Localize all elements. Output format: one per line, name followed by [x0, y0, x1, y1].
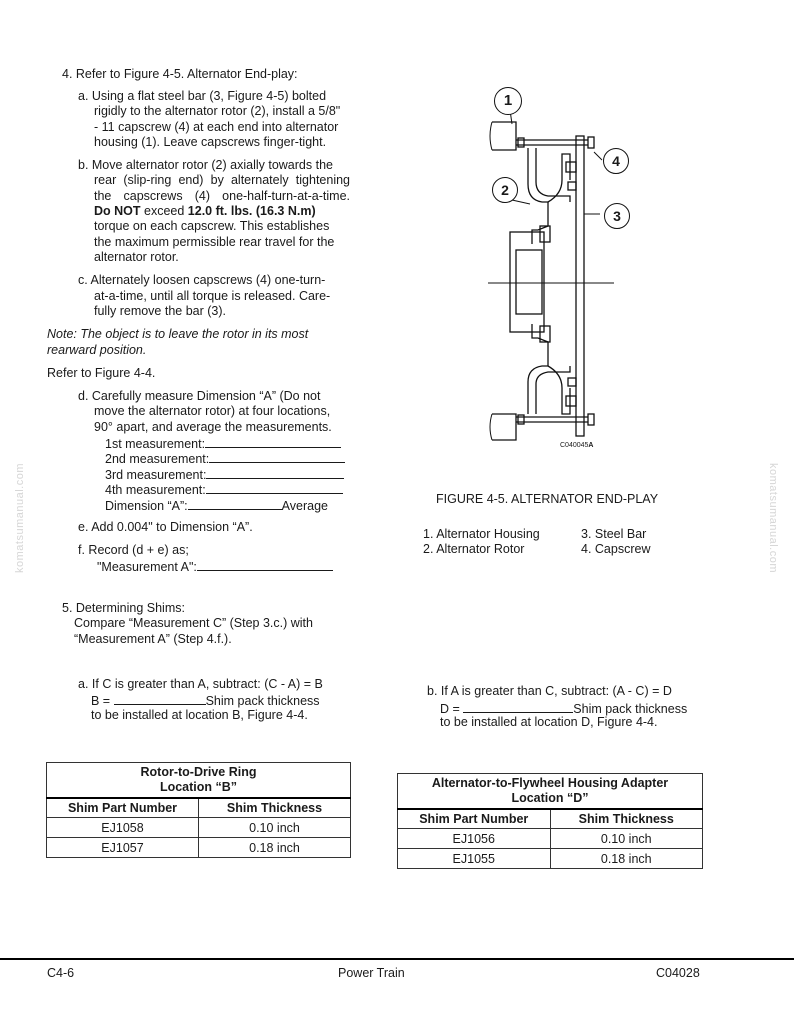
dimension-a-average — [105, 497, 328, 514]
housing-lower-plate — [492, 414, 516, 440]
b-equals-label: B = — [91, 694, 114, 708]
table-d-cell-part: EJ1056 — [398, 829, 551, 849]
figure-caption: FIGURE 4-5. ALTERNATOR END-PLAY — [436, 492, 659, 506]
step4a-line1: a. Using a flat steel bar (3, Figure 4-5) bolted — [78, 89, 327, 103]
legend-item-2: 2. Alternator Rotor — [423, 542, 525, 556]
step5b-line1: b. If A is greater than C, subtract: (A - C) = D — [427, 684, 672, 698]
measurement-4-label: 4th measurement: — [105, 483, 206, 497]
measurement-2 — [105, 450, 345, 467]
table-b-cell-thickness: 0.18 inch — [199, 838, 351, 858]
measurement-4-blank[interactable] — [206, 481, 343, 494]
step4f-line1: f. Record (d + e) as; — [78, 543, 189, 557]
step4a-line2: rigidly to the alternator rotor (2), install a 5/8" — [94, 104, 341, 118]
table-b-header-part: Shim Part Number — [47, 798, 199, 818]
step4f-line2 — [97, 558, 333, 575]
step4d-line1: d. Carefully measure Dimension “A” (Do not — [78, 389, 321, 403]
table-row — [47, 838, 351, 858]
dimension-a-blank[interactable] — [188, 497, 282, 510]
dimension-a-label: Dimension “A”: — [105, 499, 188, 513]
d-equals-label: D = — [440, 702, 464, 716]
figure-code — [560, 441, 593, 451]
figure-code-number: C040045 — [560, 442, 589, 449]
step5-line3: “Measurement A” (Step 4.f.). — [74, 632, 232, 646]
step5-heading: 5. Determining Shims: — [62, 601, 185, 615]
note-line2: rearward position. — [47, 343, 147, 357]
step5a-line3: to be installed at location B, Figure 4-4. — [91, 708, 308, 722]
table-d-cell-thickness: 0.10 inch — [550, 829, 703, 849]
callout-4: 4 — [603, 148, 629, 174]
rotor-upper-profile — [528, 148, 548, 244]
measurement-1-blank[interactable] — [205, 435, 341, 448]
table-b-title1: Rotor-to-Drive Ring — [140, 765, 257, 779]
step4b-line2: rear (slip-ring end) by alternately tightening — [94, 173, 350, 187]
step4d-line3: 90° apart, and average the measurements. — [94, 420, 332, 434]
table-row — [47, 818, 351, 838]
callout-1: 1 — [494, 87, 522, 115]
step5-line2: Compare “Measurement C” (Step 3.c.) with — [74, 616, 313, 630]
table-b-cell-part: EJ1058 — [47, 818, 199, 838]
step4c-line2: at-a-time, until all torque is released. Care- — [94, 289, 331, 303]
step4b-line7: alternator rotor. — [94, 250, 179, 264]
table-d-header-thickness: Shim Thickness — [550, 809, 703, 829]
rotor-hub — [510, 232, 544, 332]
step5a-line1: a. If C is greater than A, subtract: (C - A) = B — [78, 677, 323, 691]
step4c-line1: c. Alternately loosen capscrews (4) one-turn- — [78, 273, 326, 287]
rotor-lower-profile — [528, 324, 548, 414]
b-shim-label: Shim pack thickness — [205, 694, 320, 708]
step5a-line2 — [91, 692, 320, 709]
top-capscrew-head — [588, 137, 594, 148]
measurement-a-blank[interactable] — [197, 558, 333, 571]
do-not-text: Do NOT — [94, 204, 141, 218]
table-d-header-part: Shim Part Number — [398, 809, 551, 829]
measurement-3-label: 3rd measurement: — [105, 468, 207, 482]
step4b-line6: the maximum permissible rear travel for the — [94, 235, 335, 249]
measurement-3-blank[interactable] — [206, 466, 344, 479]
step4b-line4 — [94, 204, 316, 219]
legend-item-4: 4. Capscrew — [581, 542, 651, 556]
table-row — [398, 829, 703, 849]
measurement-a-label: "Measurement A": — [97, 560, 197, 574]
measurement-4 — [105, 481, 343, 498]
step4b-line5: torque on each capscrew. This establishes — [94, 219, 330, 233]
d-shim-label: Shim pack thickness — [573, 702, 688, 716]
watermark-left: komatsumanual.com — [14, 463, 26, 573]
table-b-cell-part: EJ1057 — [47, 838, 199, 858]
refer-figure-4-4: Refer to Figure 4-4. — [47, 366, 156, 380]
table-b-title — [47, 763, 351, 799]
footer-page-number: C4-6 — [47, 966, 75, 980]
step4d-line2: move the alternator rotor) at four locations, — [94, 404, 331, 418]
step4a-line3: - 11 capscrew (4) at each end into alternator — [94, 120, 339, 134]
table-row — [398, 849, 703, 869]
b-blank[interactable] — [114, 692, 206, 705]
table-d-cell-thickness: 0.18 inch — [550, 849, 703, 869]
table-d-title1: Alternator-to-Flywheel Housing Adapter — [431, 776, 669, 790]
table-d-cell-part: EJ1055 — [398, 849, 551, 869]
bottom-capscrew-head — [588, 414, 594, 425]
step4b-line3: the capscrews (4) one-half-turn-at-a-time. — [94, 189, 350, 203]
alternator-endplay-figure — [488, 84, 638, 456]
note-line1: Note: The object is to leave the rotor in its most — [47, 327, 309, 341]
footer-section-title: Power Train — [338, 966, 405, 980]
steel-bar — [576, 136, 584, 436]
step4-heading: 4. Refer to Figure 4-5. Alternator End-play: — [62, 67, 298, 81]
average-label: Average — [281, 499, 329, 513]
callout-3: 3 — [604, 203, 630, 229]
measurement-2-blank[interactable] — [209, 450, 345, 463]
table-b-title2: Location “B” — [159, 780, 238, 794]
step4b-line1: b. Move alternator rotor (2) axially towards the — [78, 158, 333, 172]
table-d-title — [398, 774, 703, 810]
measurement-2-label: 2nd measurement: — [105, 452, 210, 466]
figure-code-suffix: A — [588, 442, 594, 449]
step4a-line4: housing (1). Leave capscrews finger-tight. — [94, 135, 327, 149]
legend-item-3: 3. Steel Bar — [581, 527, 647, 541]
table-b-header-thickness: Shim Thickness — [199, 798, 351, 818]
step4c-line3: fully remove the bar (3). — [94, 304, 226, 318]
footer-rule — [0, 958, 794, 960]
measurement-1-label: 1st measurement: — [105, 437, 206, 451]
table-b-cell-thickness: 0.10 inch — [199, 818, 351, 838]
table-location-b — [46, 762, 351, 858]
housing-upper-plate — [492, 122, 516, 150]
table-d-title2: Location “D” — [511, 791, 589, 805]
d-blank[interactable] — [463, 700, 573, 713]
callout-2: 2 — [492, 177, 518, 203]
torque-spec-text: 12.0 ft. lbs. (16.3 N.m) — [187, 204, 316, 218]
watermark-right: komatsumanual.com — [767, 463, 779, 573]
exceed-text: exceed — [140, 204, 188, 218]
table-location-d — [397, 773, 703, 869]
legend-item-1: 1. Alternator Housing — [423, 527, 540, 541]
step5b-line3: to be installed at location D, Figure 4-4. — [440, 715, 658, 729]
footer-doc-code: C04028 — [656, 966, 700, 980]
step4e: e. Add 0.004" to Dimension “A”. — [78, 520, 253, 534]
